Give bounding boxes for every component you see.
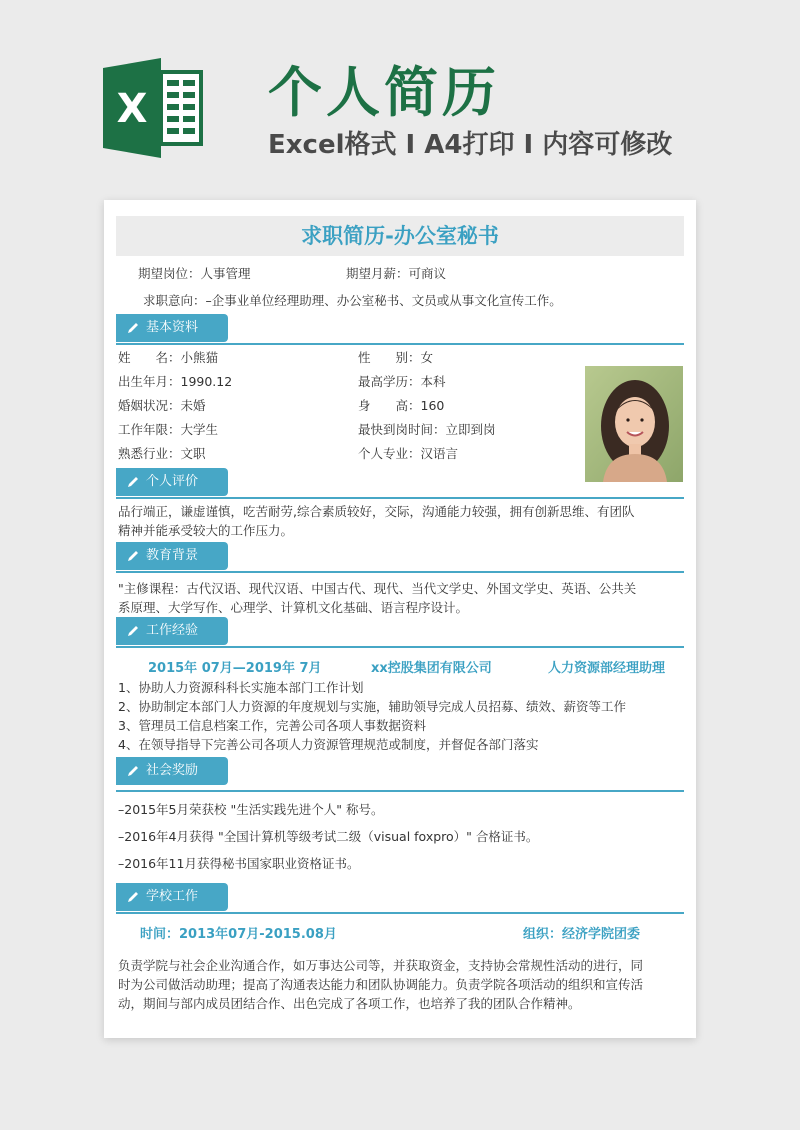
pencil-icon — [126, 549, 140, 563]
evaluation-line: 品行端正，谦虚谨慎，吃苦耐劳,综合素质较好，交际，沟通能力较强，拥有创新思维、有团队 — [118, 504, 635, 519]
section-school-header — [116, 883, 228, 911]
section-basic-header — [116, 314, 228, 342]
work-item: 4、在领导指导下完善公司各项人力资源管理规范或制度，并督促各部门落实 — [118, 737, 539, 752]
school-text — [118, 956, 684, 1013]
section-label: 教育背景 — [146, 548, 199, 563]
award-item: –2016年4月获得 "全国计算机等级考试二级（visual foxpro）" 合格证书。 — [118, 829, 539, 844]
basic-gender: 性 别：女 — [358, 350, 434, 365]
school-org: 组织：经济学院团委 — [523, 927, 641, 942]
basic-availability: 最快到岗时间：立即到岗 — [358, 422, 496, 437]
profile-photo — [585, 366, 683, 482]
section-label: 基本资料 — [146, 320, 199, 335]
work-role: 人力资源部经理助理 — [548, 661, 666, 676]
school-line: 时为公司做活动助理；提高了沟通表达能力和团队协调能力。负责学院各项活动的组织和宣传活 — [118, 977, 644, 992]
excel-icon — [103, 58, 203, 158]
basic-degree: 最高学历：本科 — [358, 374, 446, 389]
award-item: –2016年11月获得秘书国家职业资格证书。 — [118, 856, 360, 871]
basic-birth: 出生年月：1990.12 — [118, 374, 233, 389]
work-item: 1、协助人力资源科科长实施本部门工作计划 — [118, 680, 364, 695]
education-line: 系原理、大学写作、心理学、计算机文化基础、语言程序设计。 — [118, 600, 469, 615]
education-text — [118, 579, 684, 617]
expected-salary: 期望月薪：可商议 — [346, 266, 447, 281]
expected-position: 期望岗位：人事管理 — [138, 266, 251, 281]
section-label: 工作经验 — [146, 623, 199, 638]
work-period: 2015年 07月—2019年 7月 — [148, 661, 322, 676]
school-line: 动，期间与部内成员团结合作、出色完成了各项工作，也培养了我的团队合作精神。 — [118, 996, 581, 1011]
page-title: 个人简历 — [268, 61, 500, 124]
section-divider — [116, 497, 684, 499]
school-line: 负责学院与社会企业沟通合作，如万事达公司等，并获取资金，支持协会常规性活动的进行，同 — [118, 958, 644, 973]
logo-letter: X — [116, 86, 148, 132]
section-divider — [116, 571, 684, 573]
evaluation-text — [118, 502, 684, 540]
work-item: 3、管理员工信息档案工作，完善公司各项人事数据资料 — [118, 718, 426, 733]
section-divider — [116, 646, 684, 648]
section-label: 社会奖励 — [146, 763, 199, 778]
education-line: "主修课程：古代汉语、现代汉语、中国古代、现代、当代文学史、外国文学史、英语、公共关 — [118, 581, 637, 596]
work-items — [118, 678, 684, 754]
job-intent: 求职意向：–企事业单位经理助理、办公室秘书、文员或从事文化宣传工作。 — [143, 293, 562, 308]
work-item: 2、协助制定本部门人力资源的年度规划与实施，辅助领导完成人员招募、绩效、薪资等工作 — [118, 699, 626, 714]
basic-name: 姓 名：小熊猫 — [118, 350, 219, 365]
section-education-header — [116, 542, 228, 570]
basic-major: 个人专业：汉语言 — [358, 446, 459, 461]
section-divider — [116, 912, 684, 914]
work-company: xx控股集团有限公司 — [371, 661, 492, 676]
basic-marital: 婚姻状况：未婚 — [118, 398, 206, 413]
basic-height: 身 高：160 — [358, 398, 445, 413]
pencil-icon — [126, 890, 140, 904]
section-divider — [116, 343, 684, 345]
pencil-icon — [126, 764, 140, 778]
pencil-icon — [126, 321, 140, 335]
pencil-icon — [126, 624, 140, 638]
school-time: 时间：2013年07月-2015.08月 — [140, 927, 337, 942]
basic-years: 工作年限：大学生 — [118, 422, 219, 437]
pencil-icon — [126, 475, 140, 489]
section-label: 个人评价 — [146, 474, 199, 489]
section-label: 学校工作 — [146, 889, 199, 904]
section-evaluation-header — [116, 468, 228, 496]
section-divider — [116, 790, 684, 792]
page-subtitle: Excel格式 I A4打印 I 内容可修改 — [268, 130, 673, 160]
basic-industry: 熟悉行业：文职 — [118, 446, 206, 461]
section-work-header — [116, 617, 228, 645]
resume-title: 求职简历-办公室秘书 — [301, 224, 499, 248]
evaluation-line: 精神并能承受较大的工作压力。 — [118, 523, 294, 538]
award-item: –2015年5月荣获校 "生活实践先进个人" 称号。 — [118, 802, 384, 817]
section-awards-header — [116, 757, 228, 785]
